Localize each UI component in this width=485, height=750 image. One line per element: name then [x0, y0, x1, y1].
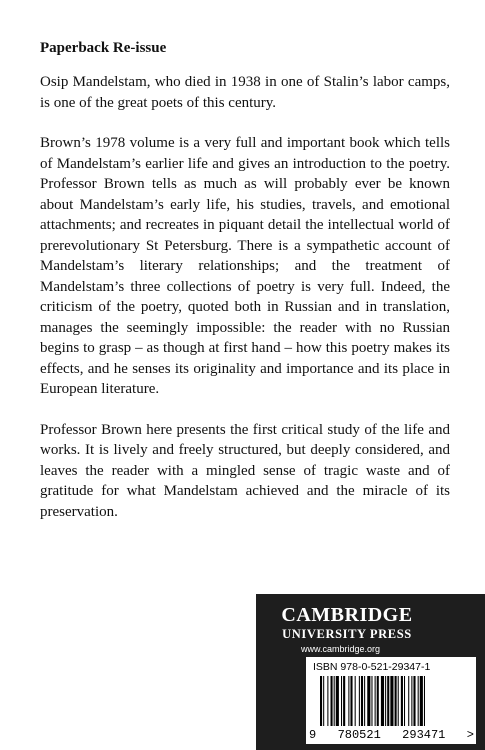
barcode-bar: [323, 676, 324, 726]
barcode-digits: [309, 728, 474, 742]
publisher-url: www.cambridge.org: [301, 644, 381, 654]
back-cover-text: [40, 38, 450, 542]
barcode-bar: [420, 676, 423, 726]
barcode-bar: [424, 676, 425, 726]
isbn-label: ISBN 978-0-521-29347-1: [313, 661, 431, 673]
barcode-digit-group-2: 293471: [402, 728, 446, 742]
barcode-digit-first: 9: [309, 728, 317, 742]
barcode-bar: [336, 676, 339, 726]
barcode-bar: [375, 676, 376, 726]
paragraph-intro: Osip Mandelstam, who died in 1938 in one of Stalin’s labor camps, is one of the great poets of this century.: [40, 74, 450, 111]
publisher-subtitle: UNIVERSITY PRESS: [282, 627, 412, 641]
barcode-arrow: >: [466, 728, 474, 742]
barcode-bar: [411, 676, 412, 726]
barcode-bar: [367, 676, 370, 726]
barcode-bar: [387, 676, 389, 726]
publisher-name: CAMBRIDGE: [281, 604, 413, 626]
barcode-bar: [348, 676, 349, 726]
barcode-bar: [334, 676, 335, 726]
barcode-bar: [327, 676, 328, 726]
barcode-bar: [361, 676, 363, 726]
publisher-block: [256, 594, 485, 750]
barcode-bar: [401, 676, 403, 726]
barcode-bar: [350, 676, 352, 726]
barcode-bar: [341, 676, 342, 726]
barcode-bar: [355, 676, 356, 726]
barcode-bar: [320, 676, 322, 726]
barcode-bar: [331, 676, 333, 726]
heading: Paperback Re-issue: [40, 40, 167, 56]
barcode-bar: [377, 676, 379, 726]
barcode-bar: [404, 676, 405, 726]
paragraph-summary: Professor Brown here presents the first critical study of the life and works. It is lively and freely structured, but deeply considered, and leaves the reader with a mingled sense of tragic waste and of gratitude for what Mandelstam achieved and the miracle of its preservation.: [40, 421, 450, 520]
barcode-bar: [371, 676, 372, 726]
barcode-bar: [408, 676, 409, 726]
barcode-bar: [364, 676, 365, 726]
barcode-bar: [390, 676, 393, 726]
barcode-bar: [395, 676, 397, 726]
barcode-bar: [413, 676, 415, 726]
barcode-bar: [381, 676, 384, 726]
barcode-bar: [398, 676, 399, 726]
barcode-bar: [359, 676, 360, 726]
barcode-bar: [385, 676, 386, 726]
barcode-bar: [343, 676, 345, 726]
barcode-bars: [312, 676, 472, 728]
barcode: [306, 657, 476, 744]
paragraph-review: Brown’s 1978 volume is a very full and important book which tells of Mandelstam’s earlier life and gives an introduction to the poetry. Professor Brown tells as much as will probably ever be known about Mandelstam’s early life, his studies, travels, and emotional attachments; and recreates in piquant detail the intellectual world of prerevolutionary St Petersburg. There is a sympathetic account of Mandelstam’s literary relationships; and the treatment of Mandelstam’s three collections of poetry is very full. Indeed, the criticism of the poetry, quoted both in Russian and in translation, manages the seemingly impossible: the reader with no Russian begins to grasp – as though at first hand – how this poetry makes its effects, and he senses its originality and importance and its place in European literature.: [40, 135, 450, 397]
barcode-bar: [418, 676, 419, 726]
barcode-digit-group-1: 780521: [337, 728, 381, 742]
